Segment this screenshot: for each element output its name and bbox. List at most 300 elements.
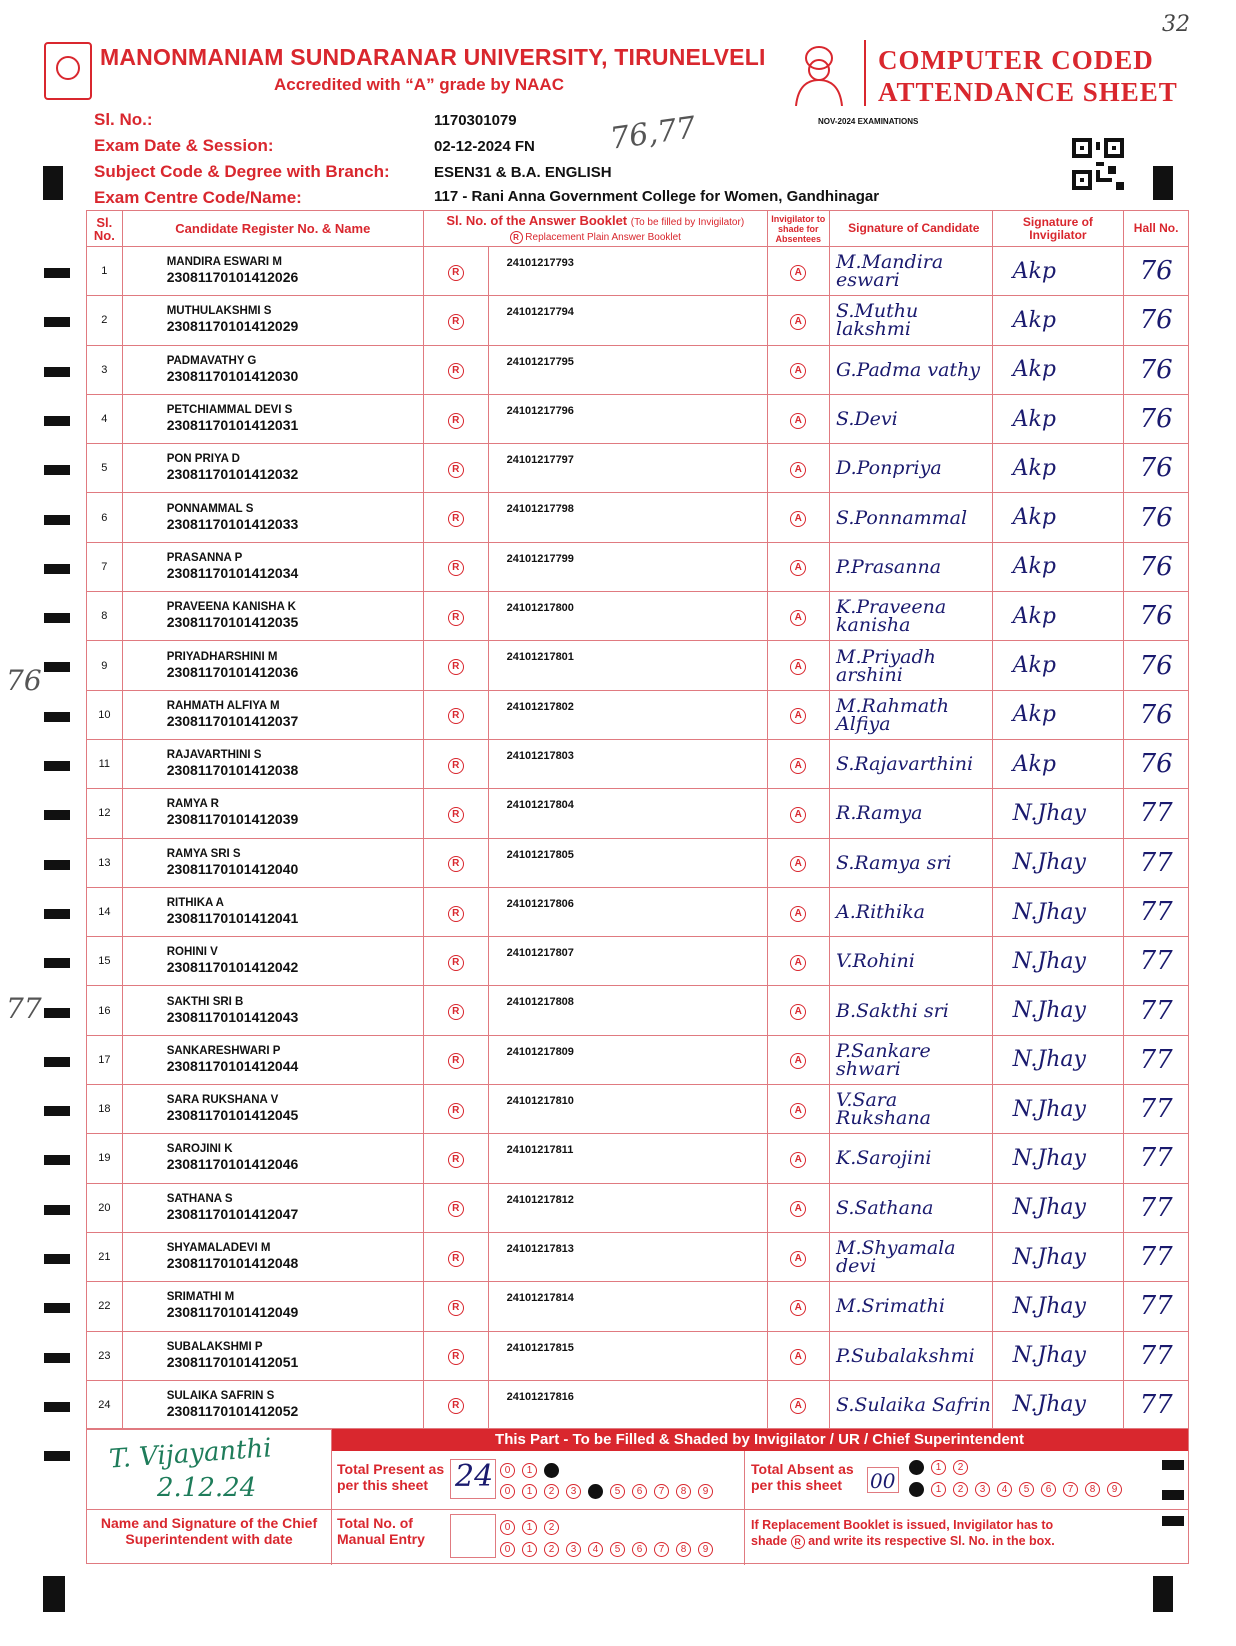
- absent-bubble-cell[interactable]: [767, 542, 829, 591]
- exam-date-value: 02-12-2024 FN: [434, 138, 535, 155]
- absent-bubble[interactable]: A: [790, 708, 806, 724]
- absent-bubble[interactable]: A: [790, 1103, 806, 1119]
- candidate-name: PONNAMMAL S: [166, 502, 254, 515]
- candidate-signature: G.Padma vathy: [830, 345, 993, 394]
- absent-bubble[interactable]: A: [790, 462, 806, 478]
- invigilator-signature: Akp: [992, 690, 1124, 739]
- digit-bubble[interactable]: 9: [698, 1484, 713, 1499]
- invigilator-signature: N.Jhay: [992, 1183, 1124, 1232]
- booklet-number: 24101217812: [488, 1183, 767, 1232]
- row-sl: 21: [87, 1232, 123, 1281]
- table-row: [87, 986, 1189, 1035]
- register-number: 23081170101412041: [166, 910, 299, 926]
- register-number: 23081170101412034: [166, 564, 299, 581]
- candidate-cell: [122, 542, 423, 591]
- absent-bubble-cell[interactable]: [767, 1380, 829, 1429]
- digit-bubble[interactable]: 5: [610, 1484, 625, 1499]
- candidate-name: SRIMATHI M: [166, 1291, 235, 1304]
- present-tens-bubbles[interactable]: [500, 1460, 566, 1478]
- digit-bubble[interactable]: 3: [566, 1542, 581, 1557]
- replacement-bubble[interactable]: R: [448, 1349, 464, 1365]
- candidate-name: SANKARESHWARI P: [166, 1044, 281, 1057]
- exam-date-label: Exam Date & Session:: [94, 136, 274, 155]
- row-sl: 5: [87, 444, 123, 493]
- digit-bubble[interactable]: 6: [632, 1542, 647, 1557]
- replacement-bubble-cell[interactable]: [423, 739, 488, 788]
- booklet-number: 24101217804: [488, 789, 767, 838]
- replacement-bubble-cell[interactable]: [423, 1134, 488, 1183]
- candidate-cell: [122, 1134, 423, 1183]
- absent-bubble-cell[interactable]: [767, 986, 829, 1035]
- replacement-bubble[interactable]: R: [448, 511, 464, 527]
- timing-dash: [44, 712, 70, 722]
- invigilator-signature: Akp: [992, 641, 1124, 690]
- table-row: [87, 1183, 1189, 1232]
- digit-bubble[interactable]: 8: [676, 1484, 691, 1499]
- margin-note-77: 77: [6, 992, 42, 1025]
- absent-bubble[interactable]: A: [790, 1300, 806, 1316]
- absent-bubble-cell[interactable]: [767, 493, 829, 542]
- absent-bubble[interactable]: A: [790, 955, 806, 971]
- table-row: [87, 592, 1189, 641]
- candidate-name: PRAVEENA KANISHA K: [166, 601, 296, 614]
- digit-bubble[interactable]: 7: [654, 1484, 669, 1499]
- register-number: 23081170101412040: [166, 860, 299, 877]
- absent-bubble-cell[interactable]: [767, 394, 829, 443]
- timing-mark: [43, 1576, 65, 1612]
- hall-number: 77: [1124, 789, 1189, 838]
- table-row: [87, 247, 1189, 296]
- present-value: 24: [455, 1459, 494, 1494]
- digit-bubble[interactable]: 3: [975, 1482, 990, 1497]
- absent-bubble-cell[interactable]: [767, 1331, 829, 1380]
- table-row: [87, 641, 1189, 690]
- absent-bubble-cell[interactable]: [767, 1035, 829, 1084]
- digit-bubble[interactable]: 1: [931, 1460, 946, 1475]
- row-sl: 17: [87, 1035, 123, 1084]
- replacement-bubble-cell[interactable]: [423, 789, 488, 838]
- invigilator-signature: N.Jhay: [992, 838, 1124, 887]
- absent-bubble[interactable]: A: [790, 1004, 806, 1020]
- booklet-number: 24101217811: [488, 1134, 767, 1183]
- candidate-signature: R.Ramya: [830, 789, 993, 838]
- candidate-name: SHYAMALADEVI M: [166, 1242, 271, 1255]
- digit-bubble[interactable]: 7: [654, 1542, 669, 1557]
- replacement-bubble-cell[interactable]: [423, 247, 488, 296]
- absent-bubble[interactable]: A: [790, 807, 806, 823]
- absent-bubble[interactable]: A: [790, 758, 806, 774]
- replacement-bubble[interactable]: R: [448, 1103, 464, 1119]
- absent-bubble-cell[interactable]: [767, 789, 829, 838]
- absent-bubble[interactable]: A: [790, 659, 806, 675]
- replacement-bubble-cell[interactable]: [423, 1282, 488, 1331]
- candidate-signature: M.Mandira eswari: [830, 247, 993, 296]
- manual-units-bubbles[interactable]: [500, 1539, 720, 1557]
- timing-dash: [44, 810, 70, 820]
- digit-bubble[interactable]: 8: [1085, 1482, 1100, 1497]
- replacement-bubble[interactable]: R: [448, 955, 464, 971]
- row-sl: 18: [87, 1085, 123, 1134]
- replacement-bubble-cell[interactable]: [423, 1085, 488, 1134]
- booklet-number: 24101217813: [488, 1232, 767, 1281]
- absent-bubble[interactable]: A: [790, 1201, 806, 1217]
- hall-number: 76: [1124, 739, 1189, 788]
- hall-number: 77: [1124, 1282, 1189, 1331]
- timing-dash: [44, 1106, 70, 1116]
- hall-number: 76: [1124, 690, 1189, 739]
- digit-bubble[interactable]: 1: [522, 1520, 537, 1535]
- candidate-name: PADMAVATHY G: [166, 354, 257, 367]
- digit-bubble[interactable]: 2: [544, 1484, 559, 1499]
- candidate-cell: [122, 1282, 423, 1331]
- replacement-bubble[interactable]: R: [448, 758, 464, 774]
- replacement-bubble-cell[interactable]: [423, 1035, 488, 1084]
- replacement-bubble[interactable]: R: [448, 560, 464, 576]
- replacement-bubble[interactable]: R: [448, 610, 464, 626]
- hall-number: 76: [1124, 493, 1189, 542]
- candidate-name: SAROJINI K: [166, 1143, 233, 1156]
- header-divider: [864, 40, 866, 106]
- absent-tens-bubbles[interactable]: [909, 1457, 975, 1475]
- digit-bubble[interactable]: 2: [953, 1460, 968, 1475]
- absent-bubble-cell[interactable]: [767, 690, 829, 739]
- row-sl: 6: [87, 493, 123, 542]
- booklet-number: 24101217798: [488, 493, 767, 542]
- absent-bubble[interactable]: A: [790, 906, 806, 922]
- candidate-name: SUBALAKSHMI P: [166, 1340, 263, 1353]
- replacement-bubble-cell[interactable]: [423, 1183, 488, 1232]
- digit-bubble[interactable]: 0: [909, 1460, 924, 1475]
- replacement-bubble[interactable]: R: [448, 659, 464, 675]
- candidate-name: RAMYA R: [166, 798, 219, 811]
- timing-dash: [44, 1402, 70, 1412]
- candidate-cell: [122, 296, 423, 345]
- booklet-number: 24101217803: [488, 739, 767, 788]
- hall-number: 77: [1124, 1380, 1189, 1429]
- replacement-bubble-cell[interactable]: [423, 641, 488, 690]
- replacement-bubble-cell[interactable]: [423, 493, 488, 542]
- row-sl: 22: [87, 1282, 123, 1331]
- hall-number: 77: [1124, 986, 1189, 1035]
- absent-bubble-cell[interactable]: [767, 247, 829, 296]
- register-number: 23081170101412052: [166, 1402, 299, 1419]
- absent-units-bubbles[interactable]: [909, 1479, 1129, 1497]
- invigilator-signature: N.Jhay: [992, 1232, 1124, 1281]
- absent-bubble-cell[interactable]: [767, 1183, 829, 1232]
- hall-number: 76: [1124, 592, 1189, 641]
- replacement-bubble-cell[interactable]: [423, 937, 488, 986]
- candidate-signature: B.Sakthi sri: [830, 986, 993, 1035]
- replacement-bubble[interactable]: R: [448, 363, 464, 379]
- hall-number: 76: [1124, 641, 1189, 690]
- centre-value: 117 - Rani Anna Government College for Women, Gandhinagar: [434, 188, 880, 205]
- absent-bubble[interactable]: A: [790, 413, 806, 429]
- replacement-bubble[interactable]: R: [448, 413, 464, 429]
- table-row: [87, 789, 1189, 838]
- absent-bubble-cell[interactable]: [767, 1085, 829, 1134]
- digit-bubble[interactable]: 2: [544, 1542, 559, 1557]
- timing-dash: [44, 465, 70, 475]
- candidate-name: MUTHULAKSHMI S: [166, 305, 272, 318]
- replacement-bubble-cell[interactable]: [423, 1232, 488, 1281]
- absent-bubble-cell[interactable]: [767, 887, 829, 936]
- replacement-bubble-cell[interactable]: [423, 296, 488, 345]
- table-header: [87, 211, 1189, 247]
- timing-dash: [44, 860, 70, 870]
- replacement-bubble-cell[interactable]: [423, 444, 488, 493]
- absent-bubble-cell[interactable]: [767, 444, 829, 493]
- row-sl: 14: [87, 887, 123, 936]
- invigilator-signature: Akp: [992, 247, 1124, 296]
- booklet-number: 24101217793: [488, 247, 767, 296]
- subject-value: ESEN31 & B.A. ENGLISH: [434, 164, 612, 181]
- replacement-bubble[interactable]: R: [448, 462, 464, 478]
- candidate-cell: [122, 838, 423, 887]
- digit-bubble[interactable]: 1: [931, 1482, 946, 1497]
- replacement-bubble[interactable]: R: [448, 1152, 464, 1168]
- candidate-cell: [122, 986, 423, 1035]
- absent-bubble[interactable]: A: [790, 511, 806, 527]
- row-sl: 12: [87, 789, 123, 838]
- digit-bubble[interactable]: 0: [500, 1542, 515, 1557]
- present-label: Total Present as per this sheet: [337, 1461, 445, 1493]
- digit-bubble[interactable]: 4: [997, 1482, 1012, 1497]
- absent-bubble[interactable]: A: [790, 314, 806, 330]
- replacement-bubble-cell[interactable]: [423, 394, 488, 443]
- absent-bubble-cell[interactable]: [767, 641, 829, 690]
- chief-signature: T. Vijayanthi: [108, 1433, 273, 1475]
- table-row: [87, 838, 1189, 887]
- chief-date: 2.12.24: [157, 1473, 257, 1503]
- col-hall: Hall No.: [1124, 211, 1189, 247]
- replacement-bubble[interactable]: R: [448, 708, 464, 724]
- replacement-bubble-cell[interactable]: [423, 542, 488, 591]
- candidate-cell: [122, 1331, 423, 1380]
- booklet-number: 24101217806: [488, 887, 767, 936]
- absent-bubble-cell[interactable]: [767, 1282, 829, 1331]
- booklet-number: 24101217802: [488, 690, 767, 739]
- digit-bubble[interactable]: 0: [500, 1520, 515, 1535]
- timing-dash: [44, 1451, 70, 1461]
- replacement-bubble-cell[interactable]: [423, 592, 488, 641]
- row-sl: 15: [87, 937, 123, 986]
- candidate-signature: P.Subalakshmi: [830, 1331, 993, 1380]
- candidate-cell: [122, 1183, 423, 1232]
- timing-dash: [44, 1254, 70, 1264]
- qr-code: [1072, 138, 1124, 190]
- digit-bubble[interactable]: 7: [1063, 1482, 1078, 1497]
- replacement-bubble-cell[interactable]: [423, 887, 488, 936]
- hall-note: 76,77: [607, 110, 698, 157]
- timing-dash: [44, 662, 70, 672]
- booklet-number: 24101217809: [488, 1035, 767, 1084]
- accreditation: Accredited with “A” grade by NAAC: [274, 75, 564, 94]
- candidate-name: PRIYADHARSHINI M: [166, 650, 278, 663]
- col-absentees: Invigilator to shade for Absentees: [767, 211, 829, 247]
- invigilator-signature: N.Jhay: [992, 887, 1124, 936]
- replacement-bubble[interactable]: R: [448, 807, 464, 823]
- sl-no-label: Sl. No.:: [94, 110, 153, 129]
- register-number: 23081170101412035: [166, 614, 299, 631]
- timing-dash: [44, 317, 70, 327]
- digit-bubble[interactable]: 9: [1107, 1482, 1122, 1497]
- replacement-bubble[interactable]: R: [448, 906, 464, 922]
- university-name: MANONMANIAM SUNDARANAR UNIVERSITY, TIRUNELVELI: [100, 44, 766, 70]
- invigilator-signature: N.Jhay: [992, 1331, 1124, 1380]
- candidate-signature: S.Rajavarthini: [830, 739, 993, 788]
- replacement-bubble-cell[interactable]: [423, 345, 488, 394]
- replacement-note: If Replacement Booklet is issued, Invigilator has to shade R and write its respective Sl. No. in the box.: [751, 1518, 1055, 1548]
- digit-bubble[interactable]: 0: [909, 1482, 924, 1497]
- replacement-bubble-cell[interactable]: [423, 986, 488, 1035]
- booklet-number: 24101217794: [488, 296, 767, 345]
- absent-bubble-cell[interactable]: [767, 1134, 829, 1183]
- candidate-name: PON PRIYA D: [166, 453, 240, 466]
- digit-bubble[interactable]: 3: [566, 1484, 581, 1499]
- digit-bubble[interactable]: 0: [500, 1463, 515, 1478]
- absent-bubble[interactable]: A: [790, 1152, 806, 1168]
- sl-no-value: 1170301079: [434, 112, 517, 129]
- absent-bubble-cell[interactable]: [767, 937, 829, 986]
- row-sl: 9: [87, 641, 123, 690]
- candidate-signature: K.Sarojini: [830, 1134, 993, 1183]
- register-number: 23081170101412032: [166, 466, 299, 483]
- candidate-signature: S.Devi: [830, 394, 993, 443]
- digit-bubble[interactable]: 9: [698, 1542, 713, 1557]
- replacement-bubble-cell[interactable]: [423, 690, 488, 739]
- digit-bubble[interactable]: 4: [588, 1542, 603, 1557]
- row-sl: 4: [87, 394, 123, 443]
- candidate-name: SULAIKA SAFRIN S: [166, 1389, 275, 1402]
- replacement-bubble[interactable]: R: [448, 1300, 464, 1316]
- timing-dash: [44, 909, 70, 919]
- booklet-number: 24101217807: [488, 937, 767, 986]
- digit-bubble[interactable]: 5: [1019, 1482, 1034, 1497]
- replacement-bubble-cell[interactable]: [423, 1380, 488, 1429]
- absent-bubble-cell[interactable]: [767, 592, 829, 641]
- candidate-signature: V.Rohini: [830, 937, 993, 986]
- absent-bubble-cell[interactable]: [767, 739, 829, 788]
- timing-dash: [44, 1057, 70, 1067]
- replacement-bubble[interactable]: R: [448, 1201, 464, 1217]
- candidate-signature: M.Priyadh arshini: [830, 641, 993, 690]
- subject-label: Subject Code & Degree with Branch:: [94, 162, 390, 181]
- register-number: 23081170101412049: [166, 1304, 299, 1321]
- absent-bubble[interactable]: A: [790, 856, 806, 872]
- candidate-signature: P.Sankare shwari: [830, 1035, 993, 1084]
- manual-box[interactable]: [450, 1514, 496, 1558]
- absent-bubble[interactable]: A: [790, 265, 806, 281]
- register-number: 23081170101412047: [166, 1205, 299, 1222]
- register-number: 23081170101412043: [166, 1008, 299, 1025]
- absent-bubble[interactable]: A: [790, 560, 806, 576]
- digit-bubble[interactable]: 8: [676, 1542, 691, 1557]
- exam-label: NOV-2024 EXAMINATIONS: [818, 117, 919, 126]
- digit-bubble[interactable]: 1: [522, 1542, 537, 1557]
- col-sl: Sl. No.: [87, 211, 123, 247]
- table-row: [87, 1085, 1189, 1134]
- replacement-bubble[interactable]: R: [448, 856, 464, 872]
- manual-tens-bubbles[interactable]: [500, 1517, 566, 1535]
- row-sl: 16: [87, 986, 123, 1035]
- replacement-bubble[interactable]: R: [448, 1004, 464, 1020]
- candidate-name: PETCHIAMMAL DEVI S: [166, 404, 293, 417]
- table-row: [87, 1035, 1189, 1084]
- absent-bubble-cell[interactable]: [767, 1232, 829, 1281]
- absent-bubble[interactable]: A: [790, 610, 806, 626]
- timing-mark: [1153, 166, 1173, 200]
- invigilator-signature: N.Jhay: [992, 789, 1124, 838]
- booklet-number: 24101217810: [488, 1085, 767, 1134]
- digit-bubble[interactable]: 6: [632, 1484, 647, 1499]
- row-sl: 19: [87, 1134, 123, 1183]
- candidate-cell: [122, 394, 423, 443]
- candidate-name: MANDIRA ESWARI M: [166, 256, 282, 269]
- hall-number: 76: [1124, 394, 1189, 443]
- absent-bubble[interactable]: A: [790, 1251, 806, 1267]
- candidate-signature: K.Praveena kanisha: [830, 592, 993, 641]
- hall-number: 76: [1124, 247, 1189, 296]
- booklet-number: 24101217814: [488, 1282, 767, 1331]
- digit-bubble[interactable]: 5: [610, 1542, 625, 1557]
- timing-dash: [44, 1205, 70, 1215]
- digit-bubble[interactable]: 2: [544, 1463, 559, 1478]
- digit-bubble[interactable]: 4: [588, 1484, 603, 1499]
- booklet-number: 24101217808: [488, 986, 767, 1035]
- absent-bubble[interactable]: A: [790, 1398, 806, 1414]
- hall-number: 77: [1124, 1035, 1189, 1084]
- present-units-bubbles[interactable]: [500, 1481, 720, 1499]
- digit-bubble[interactable]: 2: [953, 1482, 968, 1497]
- absent-bubble[interactable]: A: [790, 1053, 806, 1069]
- booklet-number: 24101217815: [488, 1331, 767, 1380]
- replacement-bubble[interactable]: R: [448, 1053, 464, 1069]
- replacement-bubble-cell[interactable]: [423, 1331, 488, 1380]
- centre-label: Exam Centre Code/Name:: [94, 188, 302, 207]
- timing-mark: [1153, 1576, 1173, 1612]
- candidate-cell: [122, 641, 423, 690]
- candidate-cell: [122, 789, 423, 838]
- hall-number: 77: [1124, 838, 1189, 887]
- absent-bubble[interactable]: A: [790, 1349, 806, 1365]
- margin-note-76: 76: [6, 664, 42, 697]
- digit-bubble[interactable]: 6: [1041, 1482, 1056, 1497]
- absent-bubble-cell[interactable]: [767, 838, 829, 887]
- register-number: 23081170101412044: [166, 1057, 299, 1074]
- replacement-bubble-cell[interactable]: [423, 838, 488, 887]
- digit-bubble[interactable]: 1: [522, 1463, 537, 1478]
- absent-bubble-cell[interactable]: [767, 296, 829, 345]
- absent-bubble-cell[interactable]: [767, 345, 829, 394]
- digit-bubble[interactable]: 1: [522, 1484, 537, 1499]
- replacement-bubble[interactable]: R: [448, 265, 464, 281]
- replacement-bubble[interactable]: R: [448, 1398, 464, 1414]
- replacement-bubble[interactable]: R: [448, 314, 464, 330]
- row-sl: 3: [87, 345, 123, 394]
- digit-bubble[interactable]: 2: [544, 1520, 559, 1535]
- digit-bubble[interactable]: 0: [500, 1484, 515, 1499]
- footer-section: [86, 1428, 1189, 1564]
- absent-bubble[interactable]: A: [790, 363, 806, 379]
- register-number: 23081170101412031: [166, 417, 299, 434]
- candidate-cell: [122, 345, 423, 394]
- replacement-bubble[interactable]: R: [448, 1251, 464, 1267]
- candidate-signature: S.Sathana: [830, 1183, 993, 1232]
- booklet-number: 24101217816: [488, 1380, 767, 1429]
- booklet-number: 24101217796: [488, 394, 767, 443]
- candidate-cell: [122, 1232, 423, 1281]
- table-row: [87, 1232, 1189, 1281]
